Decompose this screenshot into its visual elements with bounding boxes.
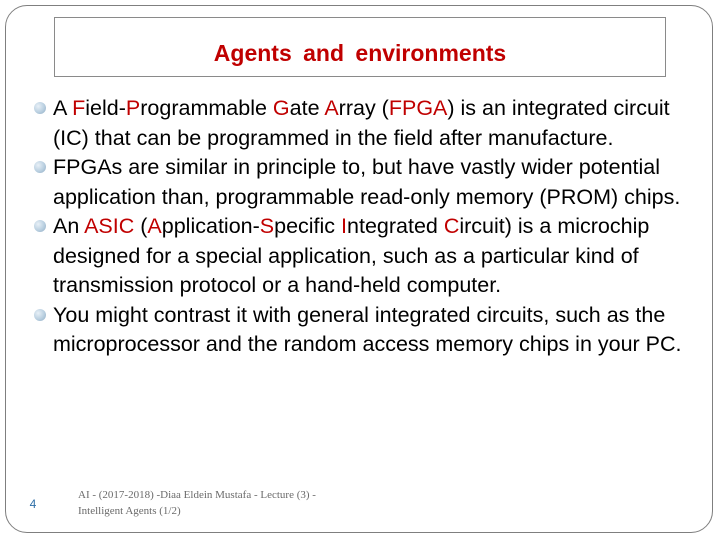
bullet-text-segment: ) is an integrated circuit (IC) that can be programmed in the field after manufacture. <box>53 96 670 150</box>
page-number: 4 <box>29 497 37 511</box>
bullet-text-segment: An <box>53 214 85 238</box>
bullet-text-highlight: ASIC <box>84 214 135 238</box>
bullet-text-highlight: FPGA <box>388 96 448 120</box>
bullet-marker <box>34 102 46 114</box>
bullet-marker <box>34 309 46 321</box>
bullet-text-highlight: C <box>443 214 460 238</box>
bullet-text-highlight: A <box>147 214 162 238</box>
bullet-text-highlight: I <box>341 214 348 238</box>
footer-line-2: Intelligent Agents (1/2) <box>78 505 181 517</box>
bullet-text-segment: You might contrast it with general integrated circuits, such as the microprocessor and the random access memory chips in your PC. <box>53 302 682 356</box>
footer-text <box>78 487 378 519</box>
bullet-marker <box>34 161 46 173</box>
bullet-item-fpgas-comparison <box>34 153 684 212</box>
bullet-text-segment: FPGAs are similar in principle to, but have vastly wider potential application than, programmable read-only memory (PROM) chips. <box>53 155 681 209</box>
bullet-item-fpga <box>34 94 684 153</box>
bullet-text-segment: rray ( <box>338 96 389 120</box>
bullet-text-segment: ate <box>289 96 325 120</box>
title-box <box>54 17 666 77</box>
footer-line-1: AI - (2017-2018) -Diaa Eldein Mustafa - Lecture (3) - <box>78 489 316 501</box>
bullet-text-segment: ield- <box>85 96 126 120</box>
slide-title: Agents and environments <box>213 40 507 66</box>
bullet-text-segment: ircuit) is a microchip designed for a special application, such as a particular kind of transmission protocol or a hand-held computer. <box>53 214 650 297</box>
bullet-item-contrast <box>34 301 684 360</box>
bullet-text-segment: A <box>53 96 73 120</box>
bullet-text-segment: pplication- <box>161 214 260 238</box>
bullet-text-highlight: G <box>272 96 290 120</box>
bullet-list <box>34 94 684 360</box>
bullet-item-asic <box>34 212 684 301</box>
bullet-text-highlight: P <box>125 96 141 120</box>
bullet-text-highlight: S <box>259 214 275 238</box>
bullet-text-segment: pecific <box>274 214 342 238</box>
bullet-text-segment: rogrammable <box>140 96 273 120</box>
bullet-text-segment: ntegrated <box>347 214 444 238</box>
bullet-text-segment: ( <box>134 214 148 238</box>
bullet-marker <box>34 220 46 232</box>
bullet-text-highlight: A <box>324 96 339 120</box>
bullet-text-highlight: F <box>72 96 86 120</box>
